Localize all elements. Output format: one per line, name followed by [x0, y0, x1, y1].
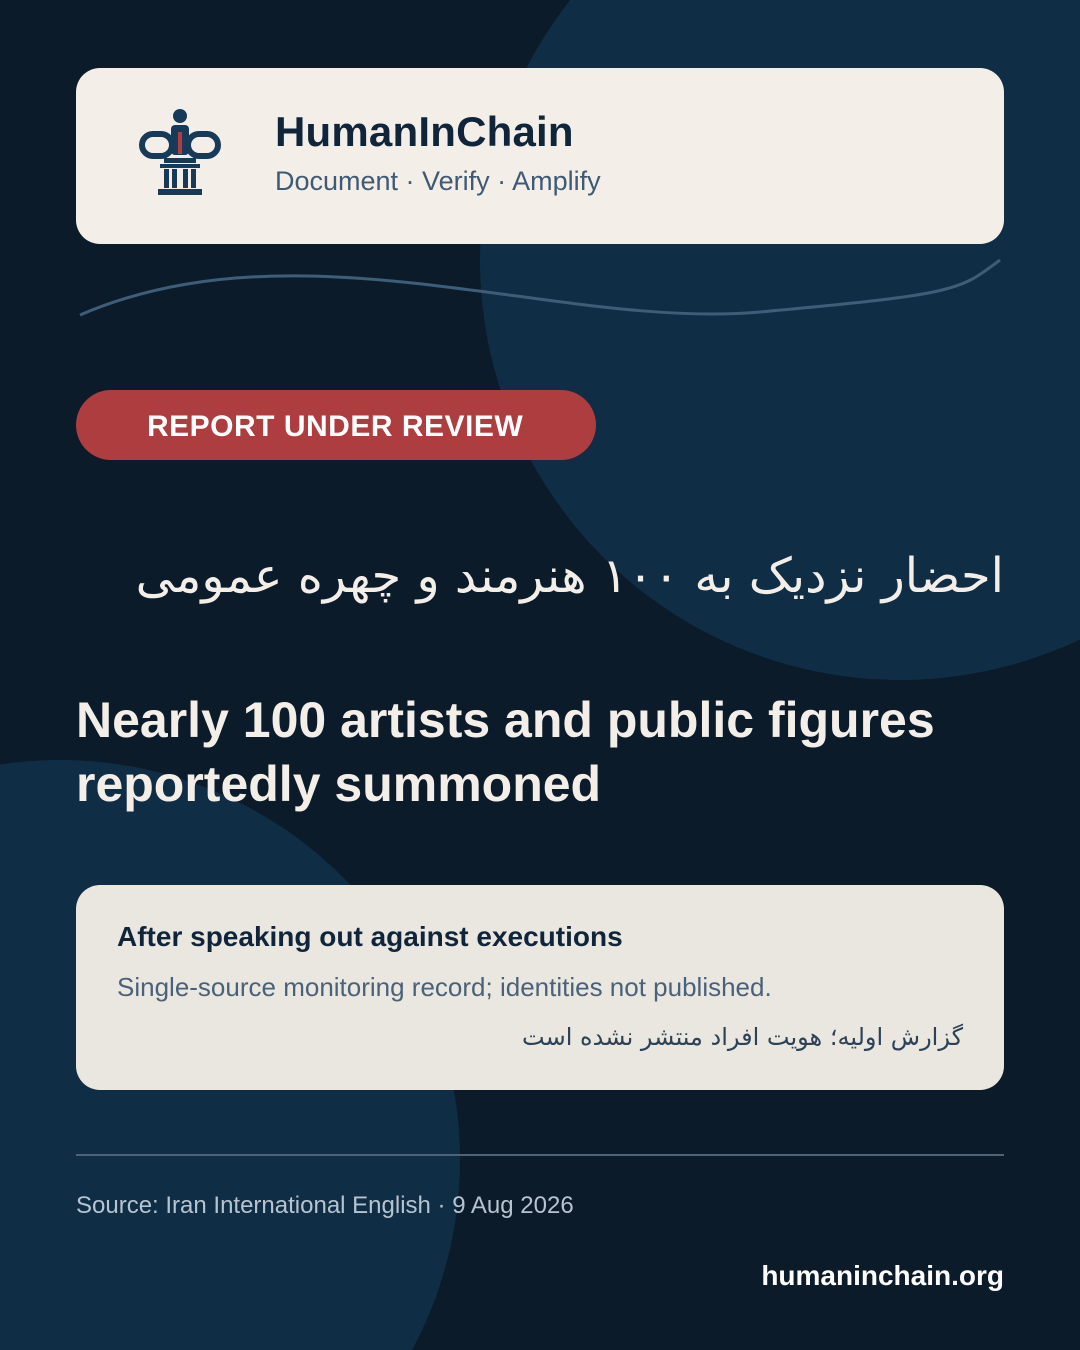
- footer-divider: [76, 1154, 1004, 1156]
- headline-persian: احضار نزدیک به ۱۰۰ هنرمند و چهره عمومی: [135, 548, 1004, 604]
- detail-subtitle: Single-source monitoring record; identities not published.: [117, 972, 772, 1002]
- status-badge: [76, 390, 596, 460]
- brand-name: HumanInChain: [275, 108, 574, 155]
- source-credit: Source: Iran International English · 9 Aug 2026: [76, 1192, 574, 1219]
- detail-title: After speaking out against executions: [117, 921, 623, 952]
- brand-header-card: [76, 68, 1004, 244]
- brand-tagline: Document · Verify · Amplify: [275, 166, 601, 196]
- website-link[interactable]: humaninchain.org: [761, 1260, 1004, 1291]
- detail-note-persian: گزارش اولیه؛ هویت افراد منتشر نشده است: [522, 1023, 963, 1051]
- status-badge-label: REPORT UNDER REVIEW: [147, 410, 524, 443]
- headline-english: Nearly 100 artists and public figures reportedly summoned: [76, 692, 935, 812]
- detail-card: [76, 885, 1004, 1090]
- chain-figure-pillar-icon: [136, 108, 224, 204]
